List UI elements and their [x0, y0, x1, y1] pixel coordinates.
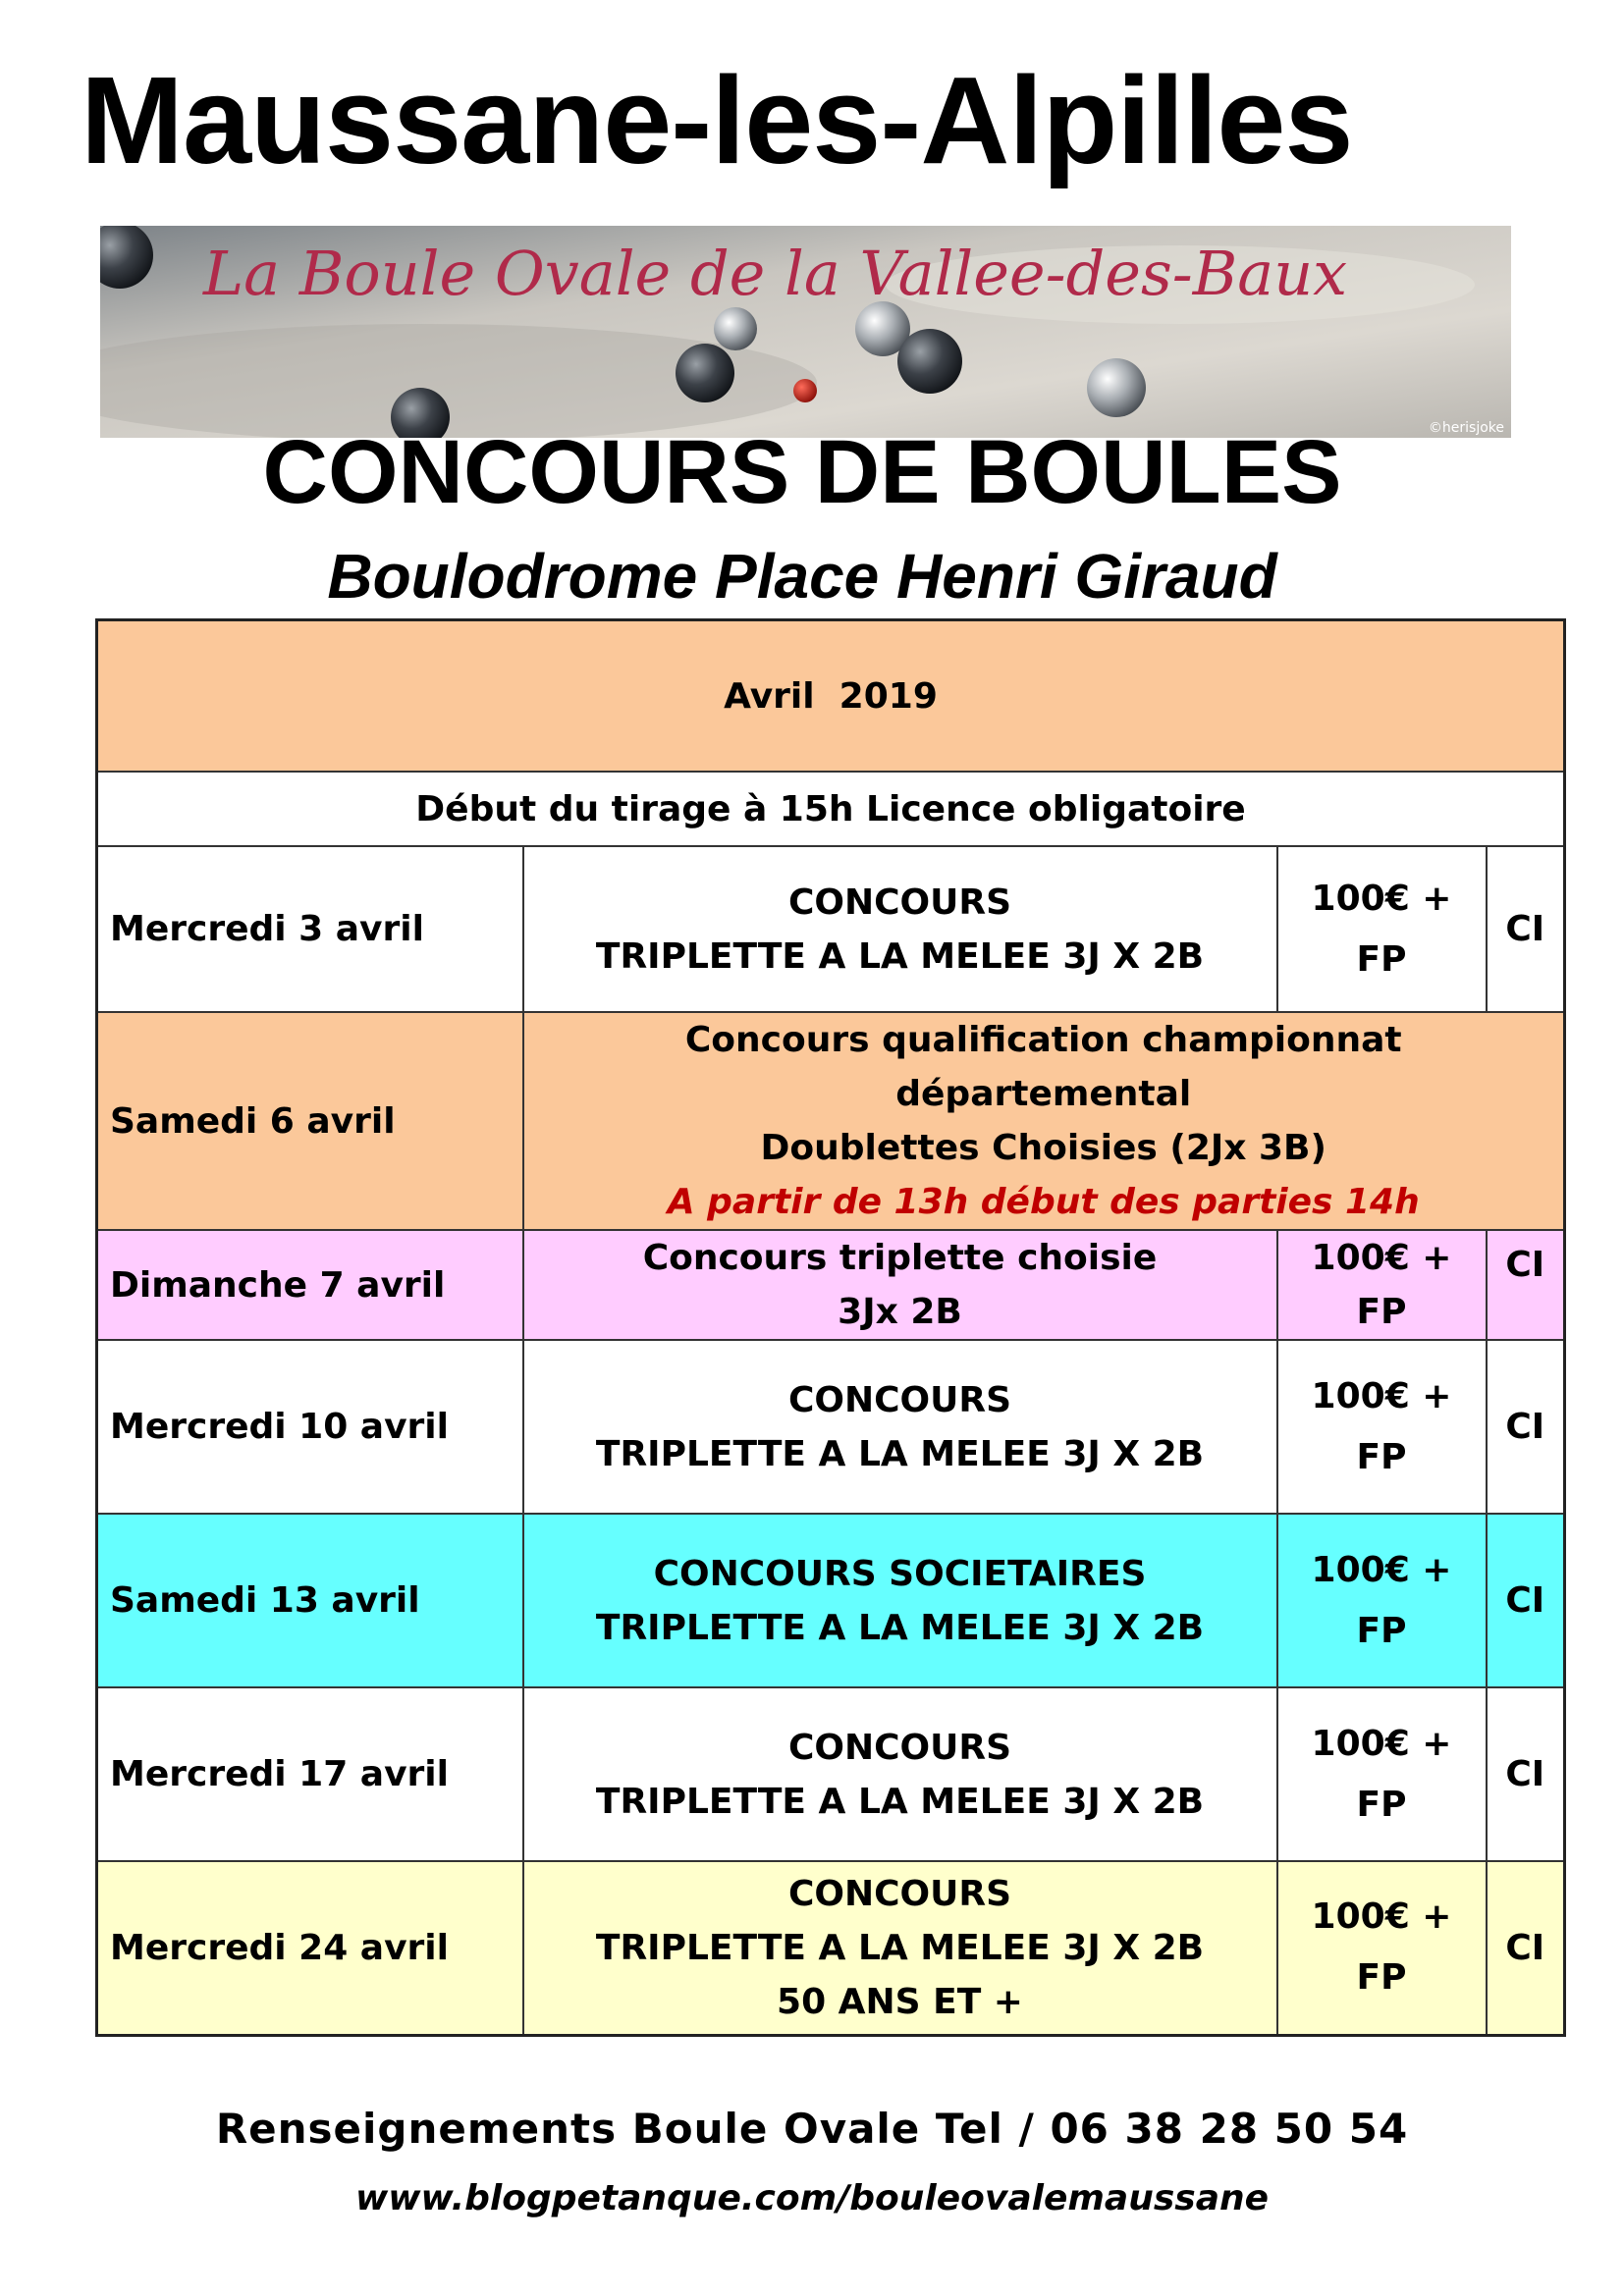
event-date: Mercredi 17 avril	[97, 1687, 523, 1861]
contact-info: Renseignements Boule Ovale Tel / 06 38 28 50 54	[215, 2105, 1409, 2153]
table-row	[97, 1340, 1565, 1514]
venue-subtitle: Boulodrome Place Henri Giraud	[327, 541, 1277, 612]
month-label: Avril 2019	[724, 675, 938, 717]
event-description: Concours qualification championnat départemental Doublettes Choisies (2Jx 3B) A partir de 13h début des parties 14h	[523, 1012, 1565, 1230]
event-description: CONCOURS TRIPLETTE A LA MELEE 3J X 2B	[523, 1687, 1277, 1861]
event-title: CONCOURS DE BOULES	[262, 422, 1342, 522]
event-date: Dimanche 7 avril	[97, 1230, 523, 1340]
event-date: Mercredi 10 avril	[97, 1340, 523, 1514]
website-link[interactable]: www.blogpetanque.com/bouleovalemaussane	[354, 2178, 1270, 2218]
event-category: CI	[1487, 1340, 1565, 1514]
boule-icon	[676, 344, 734, 402]
photo-credit: ©herisjoke	[1428, 420, 1504, 436]
event-description: Concours triplette choisie 3Jx 2B	[523, 1230, 1277, 1340]
event-prize: 100€ + FP	[1277, 846, 1487, 1012]
petanque-photo	[100, 226, 1511, 438]
start-time-note: A partir de 13h début des parties 14h	[667, 1182, 1420, 1222]
event-description: CONCOURS SOCIETAIRES TRIPLETTE A LA MELEE 3J X 2B	[523, 1514, 1277, 1687]
event-category: CI	[1487, 1687, 1565, 1861]
boule-icon	[714, 307, 757, 350]
banner-title: La Boule Ovale de la Vallee-des-Baux	[203, 238, 1348, 309]
table-row	[97, 1861, 1565, 2035]
table-row	[97, 1514, 1565, 1687]
event-description: CONCOURS TRIPLETTE A LA MELEE 3J X 2B	[523, 846, 1277, 1012]
table-row	[97, 1230, 1565, 1340]
table-row	[97, 1687, 1565, 1861]
table-row	[97, 846, 1565, 1012]
banner-image	[100, 226, 1511, 438]
month-cell	[97, 620, 1565, 773]
event-prize: 100€ + FP	[1277, 1687, 1487, 1861]
town-title: Maussane-les-Alpilles	[81, 51, 1353, 189]
event-category: CI	[1487, 846, 1565, 1012]
event-category: CI	[1487, 1230, 1565, 1340]
event-category: CI	[1487, 1514, 1565, 1687]
cochonnet-icon	[793, 379, 817, 402]
event-prize: 100€ + FP	[1277, 1230, 1487, 1340]
boule-icon	[1087, 358, 1146, 417]
event-description: CONCOURS TRIPLETTE A LA MELEE 3J X 2B 50 ANS ET +	[523, 1861, 1277, 2035]
draw-info: Début du tirage à 15h Licence obligatoire	[97, 772, 1565, 846]
event-prize: 100€ + FP	[1277, 1861, 1487, 2035]
info-row	[97, 772, 1565, 846]
event-date: Mercredi 24 avril	[97, 1861, 523, 2035]
event-date: Samedi 13 avril	[97, 1514, 523, 1687]
event-prize: 100€ + FP	[1277, 1340, 1487, 1514]
event-description: CONCOURS TRIPLETTE A LA MELEE 3J X 2B	[523, 1340, 1277, 1514]
event-category: CI	[1487, 1861, 1565, 2035]
schedule-table	[95, 618, 1566, 2037]
event-prize: 100€ + FP	[1277, 1514, 1487, 1687]
boule-icon	[897, 329, 962, 394]
month-header-row	[97, 620, 1565, 773]
table-row	[97, 1012, 1565, 1230]
event-date: Samedi 6 avril	[97, 1012, 523, 1230]
event-date: Mercredi 3 avril	[97, 846, 523, 1012]
